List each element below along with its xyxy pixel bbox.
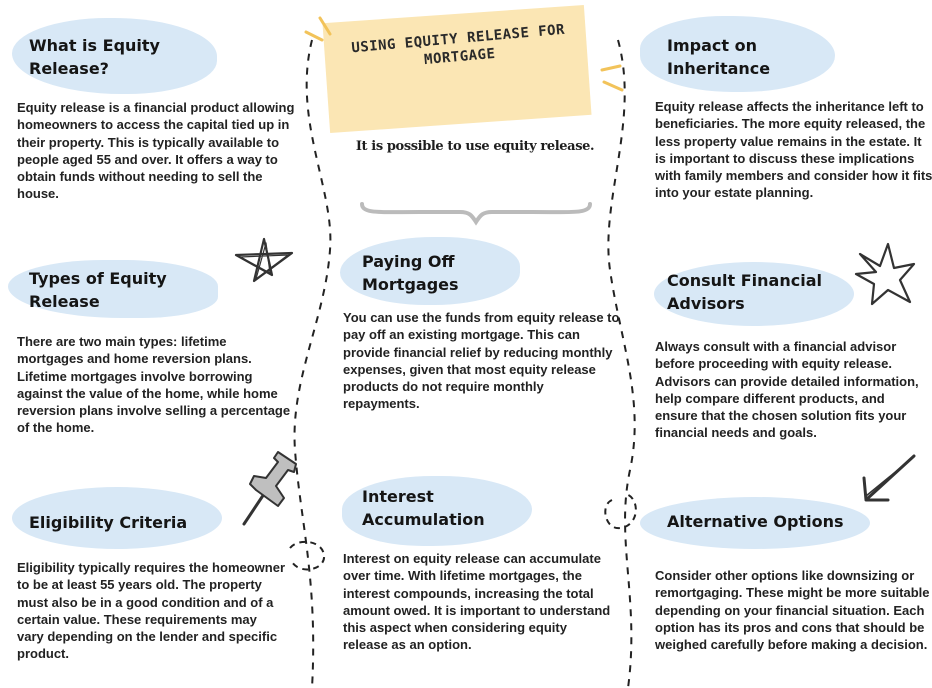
- types-text: There are two main types: lifetime mortgages and home reversion plans. Lifetime mortgages involve borrowing against the value of the home, while home reversion plans involve selling a percentage of the home.: [17, 334, 291, 436]
- inheritance-heading: Impact on Inheritance: [667, 36, 771, 78]
- eligibility-heading: Eligibility Criteria: [29, 513, 188, 532]
- alternatives-heading: Alternative Options: [667, 512, 844, 531]
- eligibility-text: Eligibility typically requires the homeowner to be at least 55 years old. The property must also be in a good condition and of a certain value. These requirements may vary depending on the lender and specific product.: [17, 560, 286, 662]
- advisors-heading: Consult Financial Advisors: [667, 271, 822, 313]
- star-icon: [230, 235, 296, 287]
- sparkle-right-icon: [598, 60, 638, 100]
- curly-brace-icon: [360, 196, 592, 226]
- burst-icon: [850, 240, 920, 310]
- paying-off-heading: Paying Off Mortgages: [362, 252, 459, 294]
- page-subtitle: It is possible to use equity release.: [355, 139, 595, 154]
- paying-off-text: You can use the funds from equity release to pay off an existing mortgage. This can provide financial relief by reducing monthly expenses, given that most equity release products do not require monthly repayments.: [343, 310, 620, 412]
- interest-heading: Interest Accumulation: [362, 487, 485, 529]
- what-is-heading: What is Equity Release?: [29, 36, 160, 78]
- advisors-text: Always consult with a financial advisor before proceeding with equity release. Advisors can provide detailed information, help compare different products, and ensure that the chosen solution fits your financial needs and goals.: [655, 339, 919, 441]
- page-title: USING EQUITY RELEASE FOR MORTGAGE: [350, 21, 566, 69]
- types-heading: Types of Equity Release: [29, 269, 167, 311]
- what-is-text: Equity release is a financial product allowing homeowners to access the capital tied up in their property. This is typically available to people aged 55 and over. It offers a way to obtain funds without needing to sell the house.: [17, 100, 295, 202]
- interest-text: Interest on equity release can accumulate over time. With lifetime mortgages, the interest compounds, increasing the total amount owed. It is important to understand this aspect when considering equity release as an option.: [343, 551, 611, 653]
- arrow-icon: [858, 452, 920, 506]
- alternatives-text: Consider other options like downsizing or remortgaging. These might be more suitable depending on your financial situation. Each option has its pros and cons that should be weighed carefully before making a decision.: [655, 568, 930, 653]
- inheritance-text: Equity release affects the inheritance left to beneficiaries. The more equity released, the less property value remains in the estate. It is important to discuss these implications with family members and consider how it fits into your estate planning.: [655, 99, 932, 201]
